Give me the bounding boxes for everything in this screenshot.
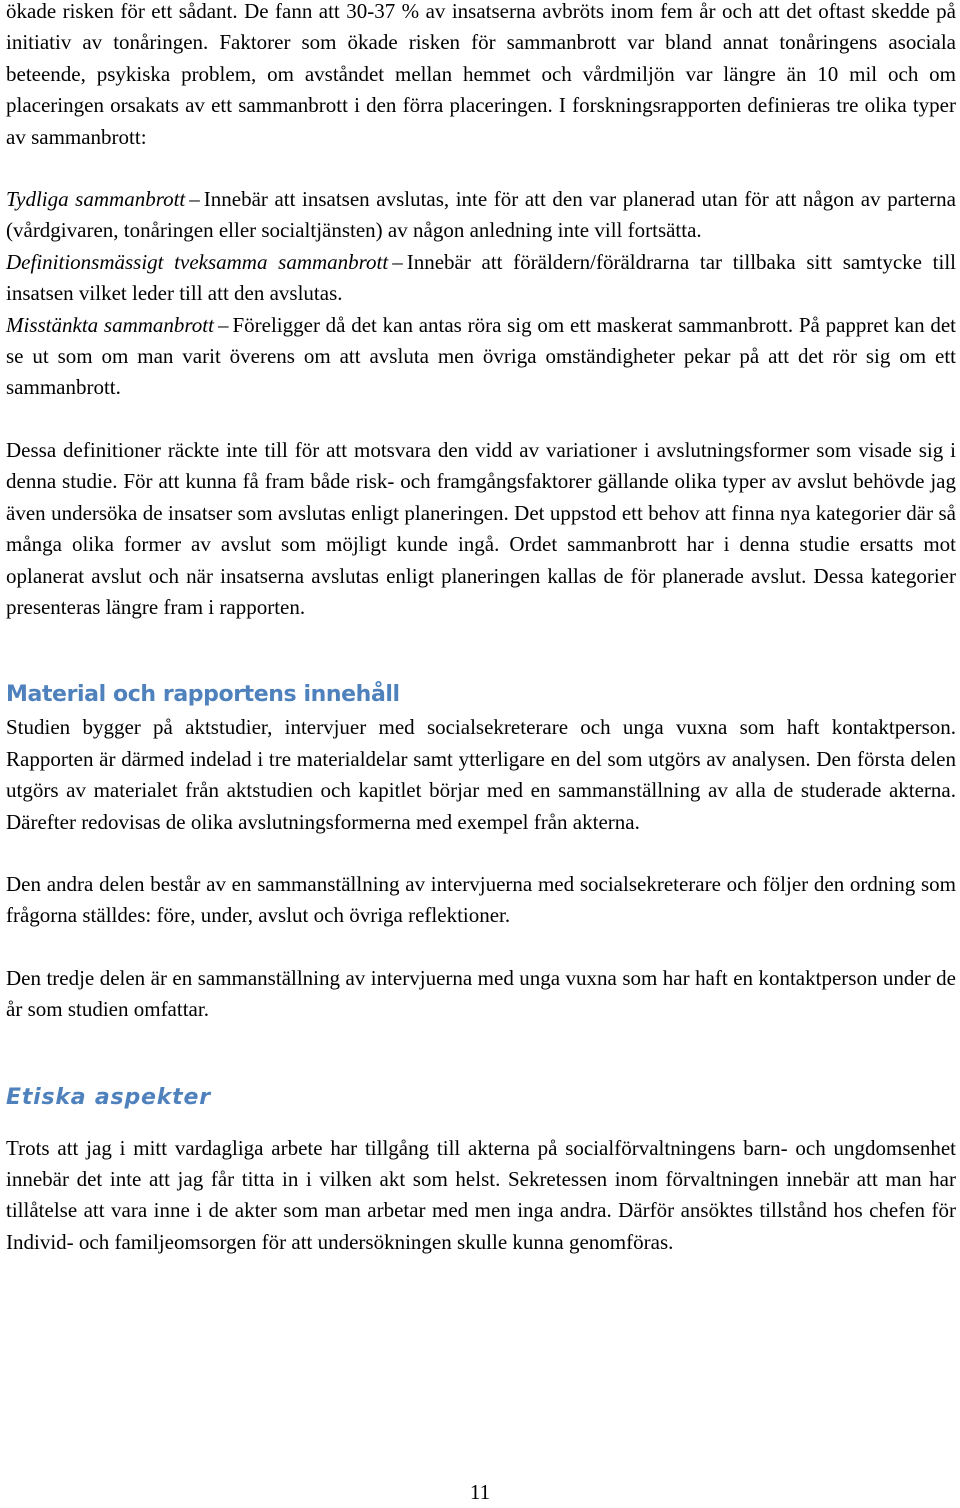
definition-term: Definitionsmässigt tveksamma sammanbrott [6, 249, 389, 274]
definition-dash: – [217, 312, 229, 337]
definition-tveksamma-sammanbrott [6, 247, 956, 310]
intro-paragraph: ökade risken för ett sådant. De fann att 30-37 % av insatserna avbröts inom fem år och att det oftast skedde på initiativ av tonåringen. Faktorer som ökade risken för sammanbrott var bland annat tonåringens asociala beteende, psykiska problem, om avståndet mellan hemmet och vårdmiljön var längre än 10 mil och om placeringen orsakats av ett sammanbrott i den förra placeringen. I forskningsrapporten definieras tre olika typer av sammanbrott: [6, 0, 956, 149]
section-heading-text: Etiska aspekter [6, 1084, 211, 1110]
section-heading-material [6, 678, 956, 712]
section-heading-ethics [6, 1081, 956, 1115]
page-number: 11 [469, 1480, 491, 1504]
ethics-paragraph: Trots att jag i mitt vardagliga arbete har tillgång till akterna på socialförvaltningens barn- och ungdomsenhet innebär det inte att jag får titta in i vilken akt som helst. Sekretessen inom förvaltningen innebär att man har tillåtelse att vara inne i de akter som man arbetar med men inga andra. Därför ansöktes tillstånd hos chefen för Individ- och familjeomsorgen för att undersökningen skulle kunna genomföras. [6, 1135, 956, 1254]
material-paragraph-1: Studien bygger på aktstudier, intervjuer med socialsekreterare och unga vuxna som haft kontaktperson. Rapporten är därmed indelad i tre materialdelar samt ytterligare en del som utgörs av analysen. Den första delen utgörs av materialet från aktstudien och kapitlet börjar med en sammanställning av alla de studerade akterna. Därefter redovisas de olika avslutningsformerna med exempel från akterna. [6, 715, 956, 834]
definitions-discussion-paragraph: Dessa definitioner räckte inte till för att motsvara den vidd av variationer i avslutningsformer som visade sig i denna studie. För att kunna få fram både risk- och framgångsfaktorer gällande olika typer av avslut behövde jag även undersöka de insatser som avslutas enligt planeringen. Det uppstod ett behov att finna nya kategorier där så många olika former av avslut som möjligt kunde ingå. Ordet sammanbrott har i denna studie ersatts mot oplanerat avslut och när insatserna avslutas enligt planeringen kallas de för planerade avslut. Dessa kategorier presenteras längre fram i rapporten. [6, 437, 956, 619]
definition-dash: – [392, 249, 403, 274]
definition-text: Föreligger då det kan antas röra sig om ett maskerat sammanbrott. På pappret kan det se ut som om man varit överens om att avsluta men övriga omständigheter pekar på att det rör sig om ett sammanbrott. [6, 312, 956, 400]
definition-term: Tydliga sammanbrott [6, 187, 186, 212]
definition-text: Innebär att föräldern/föräldrarna tar tillbaka sitt samtycke till insatsen vilket leder till att den avslutas. [6, 249, 956, 306]
definition-tydliga-sammanbrott [6, 184, 956, 247]
definition-term: Misstänkta sammanbrott [6, 312, 214, 337]
definition-misstankta-sammanbrott [6, 310, 956, 404]
material-paragraph-2: Den andra delen består av en sammanställning av intervjuerna med socialsekreterare och följer den ordning som frågorna ställdes: före, under, avslut och övriga reflektioner. [6, 871, 956, 928]
section-heading-text: Material och rapportens innehåll [6, 682, 400, 708]
definition-text: Innebär att insatsen avslutas, inte för att den var planerad utan för att någon av parterna (vårdgivaren, tonåringen eller socialtjänsten) av någon anledning inte vill fortsätta. [6, 187, 956, 243]
document-page [6, 0, 956, 1258]
definition-dash: – [189, 187, 200, 212]
material-paragraph-3: Den tredje delen är en sammanställning av intervjuerna med unga vuxna som har haft en kontaktperson under de år som studien omfattar. [6, 965, 956, 1022]
